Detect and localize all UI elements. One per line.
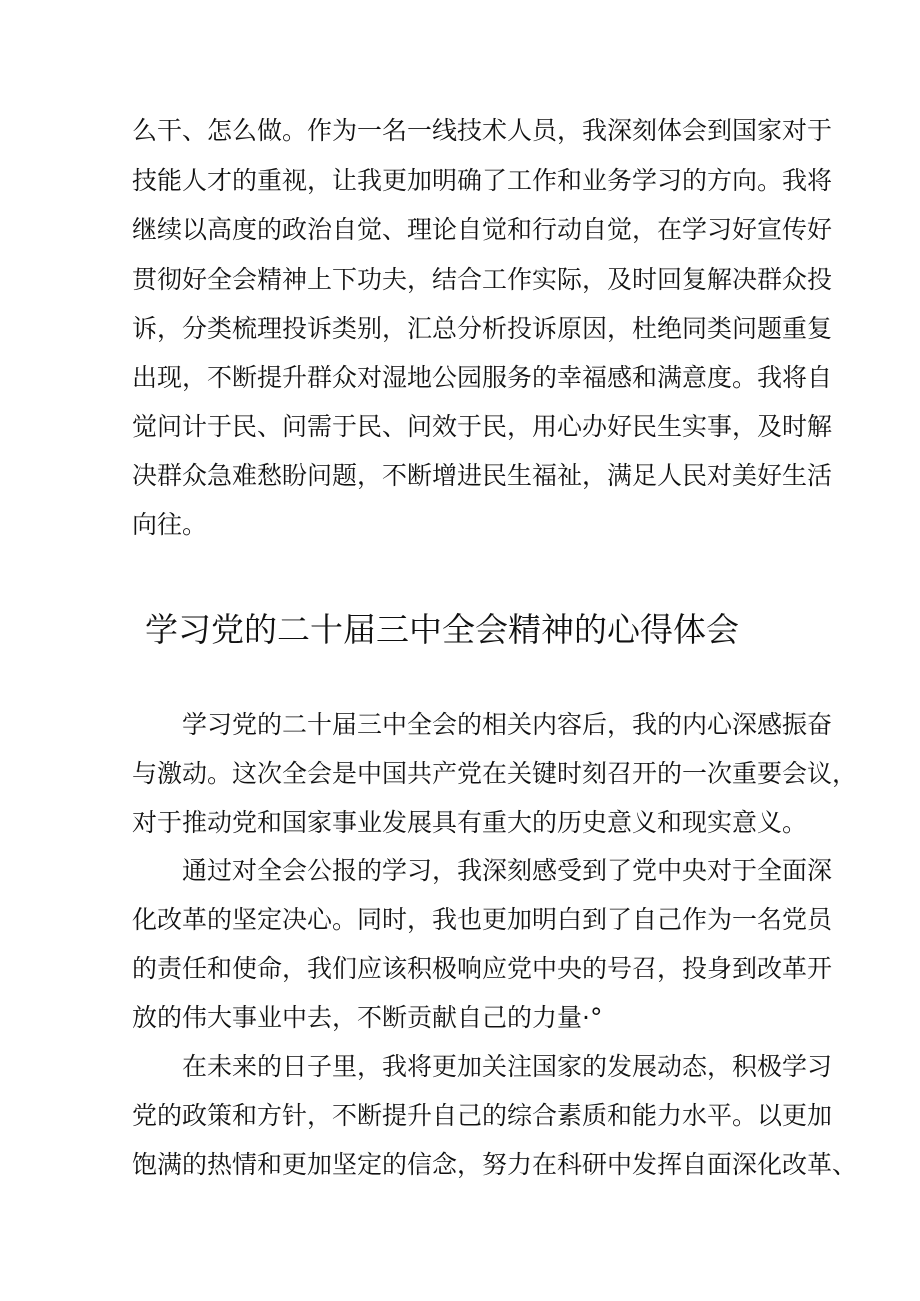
paragraph-line: 通过对全会公报的学习，我深刻感受到了党中央对于全面深 (182, 856, 833, 885)
paragraph-line: 党的政策和方针，不断提升自己的综合素质和能力水平。以更加 (132, 1101, 833, 1130)
section-heading: 学习党的二十届三中全会精神的心得体会 (145, 610, 739, 649)
paragraph-line: 学习党的二十届三中全会的相关内容后，我的内心深感振奋 (182, 710, 833, 739)
paragraph-line: 贯彻好全会精神上下功夫，结合工作实际，及时回复解决群众投 (132, 265, 833, 294)
paragraph-line: 的责任和使命，我们应该积极响应党中央的号召，投身到改革开 (132, 954, 833, 983)
paragraph-line: 诉，分类梳理投诉类别，汇总分析投诉原因，杜绝同类问题重复 (132, 314, 833, 343)
paragraph-line: 觉问计于民、问需于民、问效于民，用心办好民生实事，及时解 (132, 412, 833, 441)
paragraph-line: 继续以高度的政治自觉、理论自觉和行动自觉，在学习好宣传好 (132, 215, 833, 244)
paragraph-line: 饱满的热情和更加坚定的信念，努力在科研中发挥自面深化改革、 (132, 1150, 858, 1179)
paragraph-line: 化改革的坚定决心。同时，我也更加明白到了自己作为一名党员 (132, 905, 833, 934)
paragraph-line: 对于推动党和国家事业发展具有重大的历史意义和现实意义。 (132, 808, 808, 837)
paragraph-line: 出现，不断提升群众对湿地公园服务的幸福感和满意度。我将自 (132, 363, 833, 392)
paragraph-line: 放的伟大事业中去，不断贡献自己的力量·° (132, 1003, 603, 1032)
paragraph-line: 么干、怎么做。作为一名一线技术人员，我深刻体会到国家对于 (132, 116, 833, 145)
paragraph-line: 与激动。这次全会是中国共产党在关键时刻召开的一次重要会议， (132, 759, 858, 788)
paragraph-line: 在未来的日子里，我将更加关注国家的发展动态，积极学习 (182, 1052, 833, 1081)
paragraph-line: 技能人才的重视，让我更加明确了工作和业务学习的方向。我将 (132, 166, 833, 195)
paragraph-line: 决群众急难愁盼问题，不断增进民生福祉，满足人民对美好生活 (132, 461, 833, 490)
paragraph-line: 向往。 (132, 510, 208, 539)
